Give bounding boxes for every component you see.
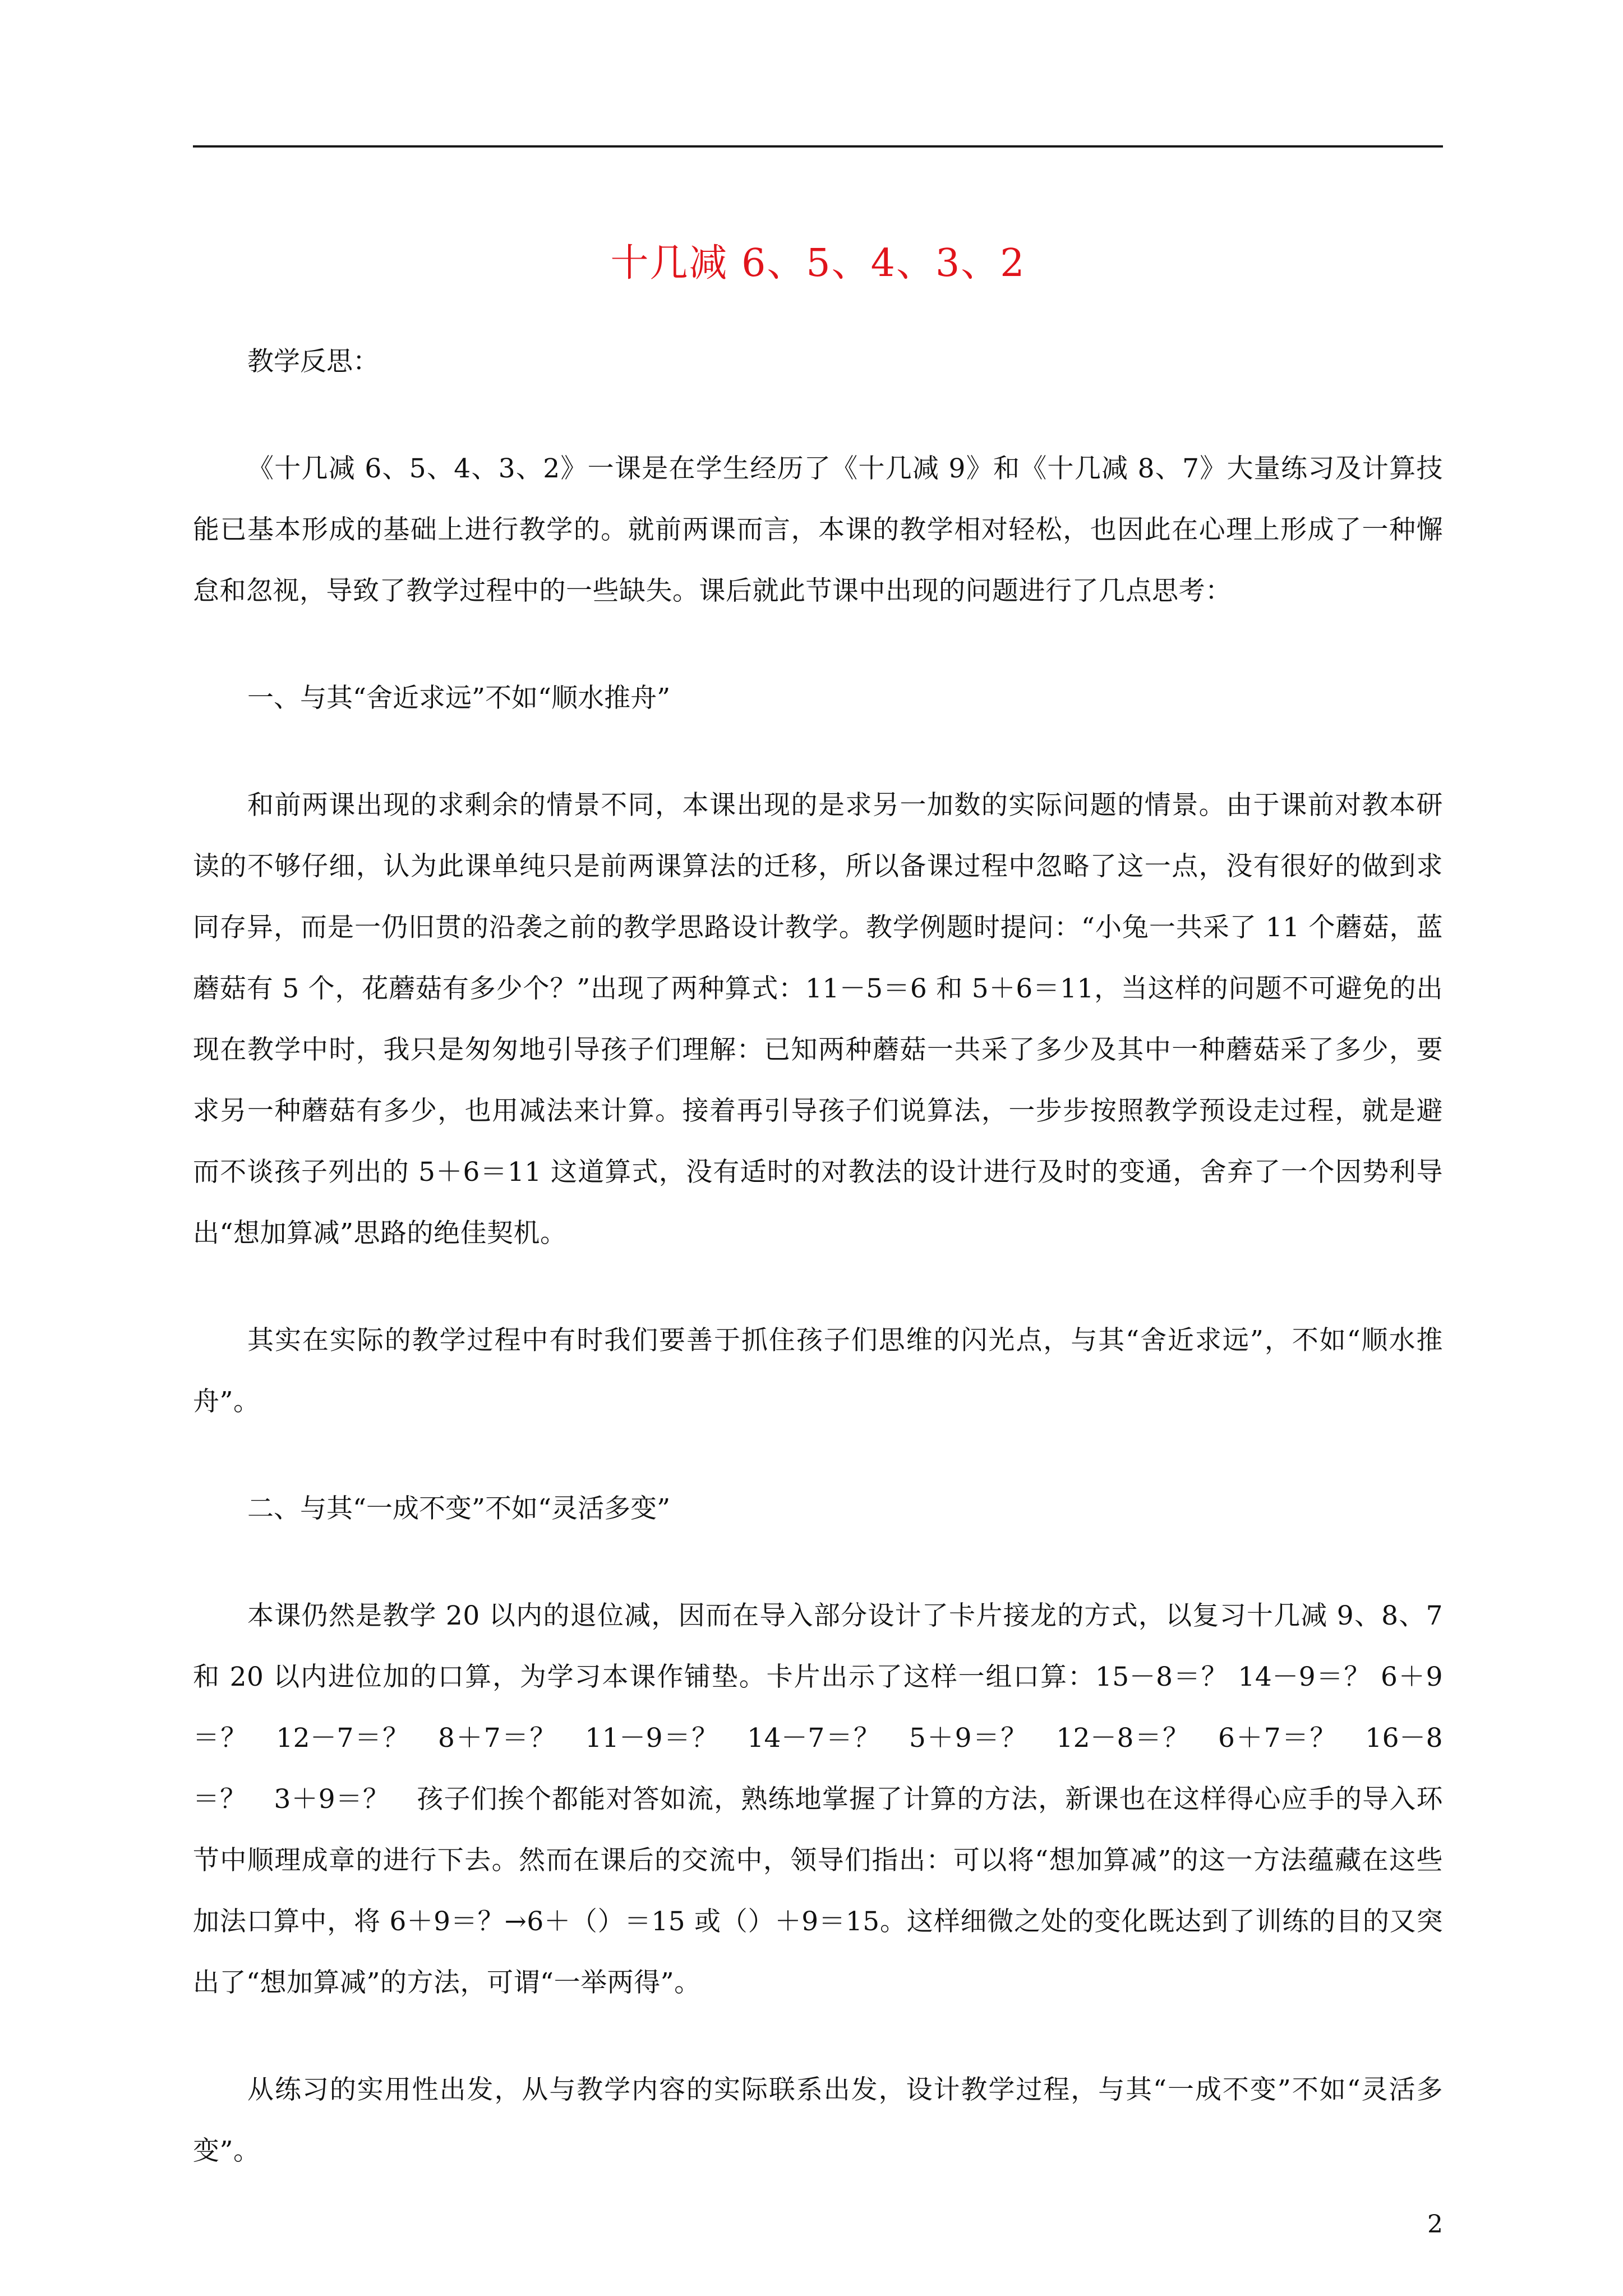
reflection-label: 教学反思： [247, 346, 379, 377]
document-body [193, 331, 1443, 2182]
spacer [193, 729, 1443, 775]
spacer [193, 392, 1443, 438]
spacer [193, 1432, 1443, 1478]
section-2-paragraph-1: 本课仍然是教学 20 以内的退位减，因而在导入部分设计了卡片接龙的方式，以复习十几减 9、8、7 和 20 以内进位加的口算，为学习本课作铺垫。卡片出示了这样一组口算：15－8＝？ 14－9＝？ 6＋9＝？ 12－7＝？ 8＋7＝？ 11－9＝？ 14－7＝？ 5＋9＝？ 12－8＝？ 6＋7＝？ 16－8＝？ 3＋9＝？ 孩子们挨个都能对答如流，熟练地掌握了计算的方法，新课也在这样得心应手的导入环节中顺理成章的进行下去。然而在课后的交流中，领导们指出：可以将“想加算减”的这一方法蕴藏在这些加法口算中，将 6＋9＝？→6＋（）＝15 或（）＋9＝15。这样细微之处的变化既达到了训练的目的又突出了“想加算减”的方法，可谓“一举两得”。 [193, 1600, 1443, 1998]
section-1-paragraph-2: 其实在实际的教学过程中有时我们要善于抓住孩子们思维的闪光点，与其“舍近求远”，不如“顺水推舟”。 [193, 1325, 1443, 1417]
spacer [193, 1264, 1443, 1310]
spacer [193, 1539, 1443, 1585]
document-title: 十几减 6、5、4、3、2 [610, 241, 1026, 286]
header-rule [193, 145, 1443, 148]
intro-paragraph: 《十几减 6、5、4、3、2》一课是在学生经历了《十几减 9》和《十几减 8、7》大量练习及计算技能已基本形成的基础上进行教学的。就前两课而言，本课的教学相对轻松，也因此在心理上形成了一种懈怠和忽视，导致了教学过程中的一些缺失。课后就此节课中出现的问题进行了几点思考： [193, 453, 1443, 606]
spacer [193, 2013, 1443, 2059]
page-number: 2 [1427, 2210, 1443, 2239]
section-2-paragraph-2: 从练习的实用性出发，从与教学内容的实际联系出发，设计教学过程，与其“一成不变”不如“灵活多变”。 [193, 2074, 1443, 2166]
section-1-heading: 一、与其“舍近求远”不如“顺水推舟” [247, 683, 671, 714]
section-1-paragraph-1: 和前两课出现的求剩余的情景不同，本课出现的是求另一加数的实际问题的情景。由于课前对教本研读的不够仔细，认为此课单纯只是前两课算法的迁移，所以备课过程中忽略了这一点，没有很好的做到求同存异，而是一仍旧贯的沿袭之前的教学思路设计教学。教学例题时提问：“小兔一共采了 11 个蘑菇，蓝蘑菇有 5 个，花蘑菇有多少个？”出现了两种算式：11－5＝6 和 5＋6＝11，当这样的问题不可避免的出现在教学中时，我只是匆匆地引导孩子们理解：已知两种蘑菇一共采了多少及其中一种蘑菇采了多少，要求另一种蘑菇有多少，也用减法来计算。接着再引导孩子们说算法，一步步按照教学预设走过程，就是避而不谈孩子列出的 5＋6＝11 这道算式，没有适时的对教法的设计进行及时的变通，舍弃了一个因势利导出“想加算减”思路的绝佳契机。 [193, 790, 1443, 1249]
section-2-heading: 二、与其“一成不变”不如“灵活多变” [247, 1493, 671, 1524]
spacer [193, 622, 1443, 668]
